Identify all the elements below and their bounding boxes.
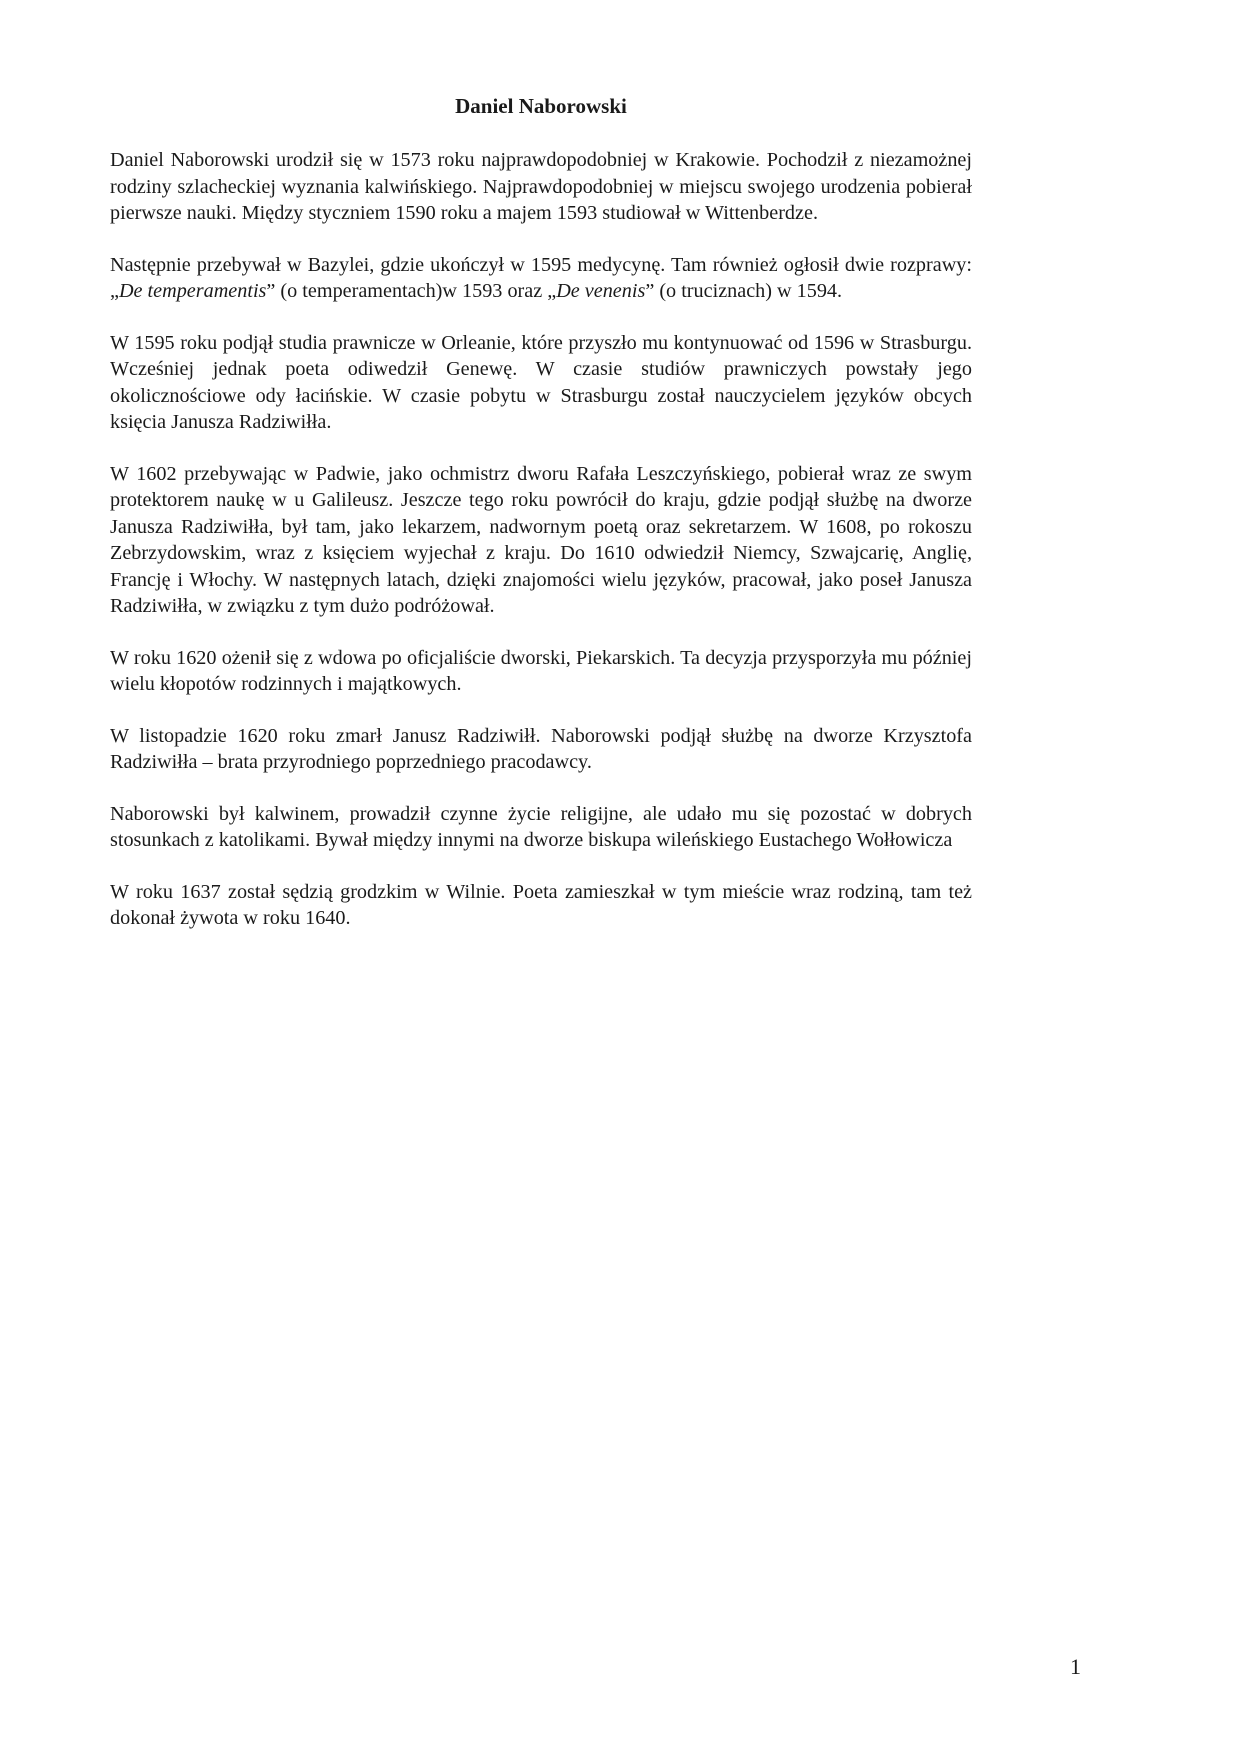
paragraph xyxy=(110,147,972,227)
italic-title-text: De temperamentis xyxy=(118,280,267,302)
paragraph-text: W listopadzie 1620 roku zmarł Janusz Radziwiłł. Naborowski podjął służbę na dworze Krzysztofa Radziwiłła – brata przyrodniego poprzedniego pracodawcy. xyxy=(110,724,972,773)
paragraph-text: Naborowski był kalwinem, prowadził czynne życie religijne, ale udało mu się pozostać w dobrych stosunkach z katolikami. Bywał między innymi na dworze biskupa wileńskiego Eustachego Wołłowicza xyxy=(110,802,972,851)
paragraph xyxy=(110,645,972,698)
paragraph-text: W roku 1620 ożenił się z wdowa po oficjaliście dworski, Piekarskich. Ta decyzja przysporzyła mu później wielu kłopotów rodzinnych i majątkowych. xyxy=(110,646,972,695)
paragraph-text: ” (o temperamentach)w 1593 oraz „ xyxy=(266,280,557,302)
paragraph-text: W 1602 przebywając w Padwie, jako ochmistrz dworu Rafała Leszczyńskiego, pobierał wraz ze swym protektorem naukę w u Galileusz. Jeszcze tego roku powrócił do kraju, gdzie podjął służbę na dworze Janusza Radziwiłła, był tam, jako lekarzem, nadwornym poetą oraz sekretarzem. W 1608, po rokoszu Zebrzydowskim, wraz z księciem wyjechał z kraju. Do 1610 odwiedził Niemcy, Szwajcarię, Anglię, Francję i Włochy. W następnych latach, dzięki znajomości wielu języków, pracował, jako poseł Janusza Radziwiłła, w związku z tym dużo podróżował. xyxy=(110,462,972,617)
paragraph xyxy=(110,723,972,776)
paragraph xyxy=(110,252,972,305)
paragraph-text: W roku 1637 został sędzią grodzkim w Wilnie. Poeta zamieszkał w tym mieście wraz rodziną, tam też dokonał żywota w roku 1640. xyxy=(110,880,972,929)
document-body xyxy=(110,147,972,957)
paragraph xyxy=(110,801,972,854)
page-number: 1 xyxy=(1070,1654,1081,1679)
paragraph-text: Następnie przebywał w Bazylei, gdzie ukończył w 1595 medycynę. Tam również ogłosił dwie rozprawy: „ xyxy=(110,253,972,302)
document-title: Daniel Naborowski xyxy=(455,94,627,118)
italic-title-text: De venenis xyxy=(556,280,646,302)
paragraph xyxy=(110,330,972,436)
paragraph-text: ” (o truciznach) w 1594. xyxy=(645,280,843,302)
paragraph-text: W 1595 roku podjął studia prawnicze w Orleanie, które przyszło mu kontynuować od 1596 w Strasburgu. Wcześniej jednak poeta odiwedził Genewę. W czasie studiów prawniczych powstały jego okolicznościowe ody łacińskie. W czasie pobytu w Strasburgu został nauczycielem języków obcych księcia Janusza Radziwiłła. xyxy=(110,331,972,433)
paragraph xyxy=(110,461,972,620)
paragraph-text: Daniel Naborowski urodził się w 1573 roku najprawdopodobniej w Krakowie. Pochodził z niezamożnej rodziny szlacheckiej wyznania kalwińskiego. Najprawdopodobniej w miejscu swojego urodzenia pobierał pierwsze nauki. Między styczniem 1590 roku a majem 1593 studiował w Wittenberdze. xyxy=(110,149,972,224)
paragraph xyxy=(110,879,972,932)
